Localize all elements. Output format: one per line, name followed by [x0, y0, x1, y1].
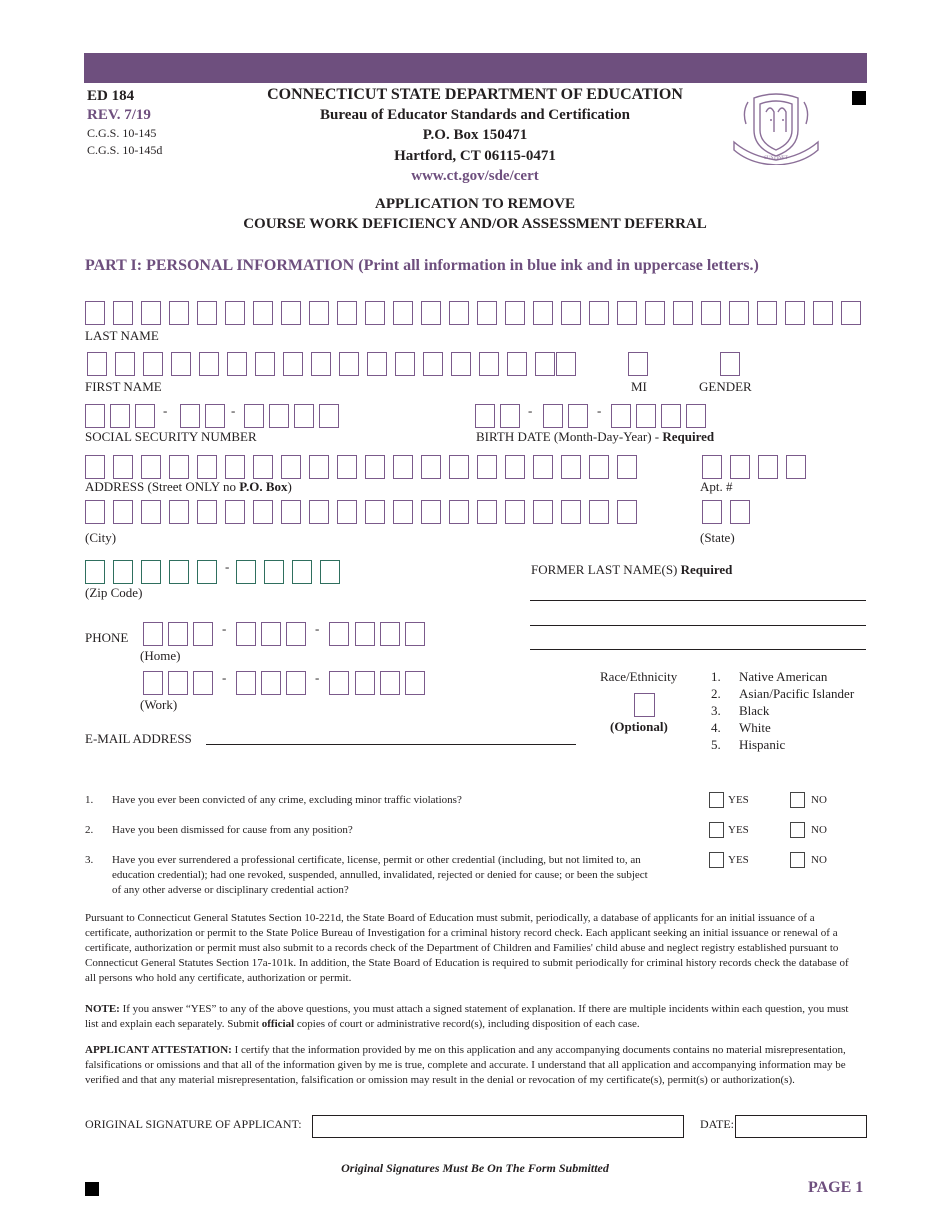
question-1-yes-checkbox[interactable] [709, 792, 724, 808]
state-char-box[interactable] [702, 500, 722, 524]
race-option [711, 737, 854, 754]
work-phone-label: (Work) [140, 697, 178, 712]
ssn-char-box[interactable] [269, 404, 289, 428]
work-phone-char-box[interactable] [355, 671, 375, 695]
home-phone-separator: - [315, 621, 320, 636]
ssn-char-box[interactable] [244, 404, 264, 428]
first-name-char-box[interactable] [171, 352, 191, 376]
apt-char-box[interactable] [758, 455, 778, 479]
first-name-label: FIRST NAME [85, 379, 162, 394]
address-label [85, 479, 292, 495]
address-char-box[interactable] [617, 455, 637, 479]
race-optional: (Optional) [610, 719, 668, 734]
state-label: (State) [700, 530, 735, 545]
last-name-char-box[interactable] [309, 301, 329, 325]
work-phone-char-box[interactable] [193, 671, 213, 695]
question-2-yes-checkbox[interactable] [709, 822, 724, 838]
city-char-box[interactable] [197, 500, 217, 524]
home-phone-separator: - [222, 621, 227, 636]
last-name-char-box[interactable] [785, 301, 805, 325]
gender-box[interactable] [720, 352, 740, 376]
ssn-char-box[interactable] [85, 404, 105, 428]
seal-motto: SUSTINET [764, 156, 788, 161]
first-name-char-box[interactable] [115, 352, 135, 376]
last-name-char-box[interactable] [141, 301, 161, 325]
zip-separator: - [225, 559, 230, 574]
race-option [711, 720, 854, 737]
statute-paragraph: Pursuant to Connecticut General Statutes Section 10-221d, the State Board of Education must submit, periodically, a database of applicants for an initial issuance of a certificate, authorization or permit to the State Police Bureau of Investigation for a criminal history record check. Each applicant seeking an initial issuance or renewal of a certificate, authorization or permit must also submit to a records check of the Department of Children and Families' child abuse and neglect registry established pursuant to Connecticut General Statutes Section 17a-101k. In addition, the State Board of Education is required to submit periodically for criminal history records check the database of all persons who hold any certificate, authorization or permit. [85, 912, 849, 984]
home-phone-char-box[interactable] [405, 622, 425, 646]
ssn-label: SOCIAL SECURITY NUMBER [85, 429, 257, 444]
city-char-box[interactable] [561, 500, 581, 524]
question-1-no-checkbox[interactable] [790, 792, 805, 808]
zip-char-box[interactable] [320, 560, 340, 584]
first-name-char-box[interactable] [535, 352, 555, 376]
address-char-box[interactable] [225, 455, 245, 479]
last-name-char-box[interactable] [365, 301, 385, 325]
work-phone-char-box[interactable] [286, 671, 306, 695]
city-label: (City) [85, 530, 117, 545]
address-label-end: ) [287, 479, 292, 494]
question-1-number: 1. [85, 794, 94, 806]
address-char-box[interactable] [533, 455, 553, 479]
form-id: ED 184 [87, 88, 135, 104]
first-name-char-box[interactable] [367, 352, 387, 376]
city-char-box[interactable] [141, 500, 161, 524]
question-2-text: Have you been dismissed for cause from any position? [112, 824, 353, 836]
birth-date-separator: - [528, 403, 533, 418]
question-1-yes-label: YES [728, 794, 749, 806]
last-name-char-box[interactable] [393, 301, 413, 325]
address-char-box[interactable] [365, 455, 385, 479]
city-char-box[interactable] [533, 500, 553, 524]
zip-char-box[interactable] [236, 560, 256, 584]
note-text-1: If you answer “YES” to any of the above questions, you must attach a signed statement of explanation. If there are multiple incidents within each question, you must list and explain each separately. Submit [85, 1003, 849, 1030]
note-official: official [261, 1018, 295, 1030]
question-3-yes-checkbox[interactable] [709, 852, 724, 868]
part1-heading: PART I: PERSONAL INFORMATION (Print all information in blue ink and in uppercase letters.) [85, 257, 759, 274]
phone-label: PHONE [85, 630, 129, 645]
home-phone-char-box[interactable] [286, 622, 306, 646]
last-name-char-box[interactable] [225, 301, 245, 325]
first-name-char-box[interactable] [87, 352, 107, 376]
work-phone-char-box[interactable] [168, 671, 188, 695]
home-phone-char-box[interactable] [236, 622, 256, 646]
work-phone-char-box[interactable] [261, 671, 281, 695]
last-name-char-box[interactable] [533, 301, 553, 325]
first-name-char-box[interactable] [423, 352, 443, 376]
question-2-no-checkbox[interactable] [790, 822, 805, 838]
attestation-paragraph [85, 1043, 860, 1088]
city-char-box[interactable] [421, 500, 441, 524]
header-band [84, 53, 867, 83]
question-3-no-checkbox[interactable] [790, 852, 805, 868]
zip-char-box[interactable] [141, 560, 161, 584]
last-name-char-box[interactable] [505, 301, 525, 325]
first-name-char-box[interactable] [479, 352, 499, 376]
race-option [711, 669, 854, 686]
ssn-char-box[interactable] [294, 404, 314, 428]
city-char-box[interactable] [337, 500, 357, 524]
address-char-box[interactable] [561, 455, 581, 479]
question-3-no-label: NO [811, 854, 827, 866]
former-last-name-line-2[interactable] [530, 625, 866, 626]
last-name-char-box[interactable] [197, 301, 217, 325]
note-label: NOTE: [85, 1003, 120, 1015]
city-char-box[interactable] [85, 500, 105, 524]
last-name-char-box[interactable] [841, 301, 861, 325]
city-char-box[interactable] [617, 500, 637, 524]
ssn-char-box[interactable] [180, 404, 200, 428]
city-char-box[interactable] [281, 500, 301, 524]
last-name-char-box[interactable] [645, 301, 665, 325]
work-phone-char-box[interactable] [236, 671, 256, 695]
question-2-no-label: NO [811, 824, 827, 836]
ssn-char-box[interactable] [205, 404, 225, 428]
race-option-label: Hispanic [739, 737, 786, 752]
address-char-box[interactable] [477, 455, 497, 479]
bureau-name: Bureau of Educator Standards and Certification [320, 107, 630, 123]
race-option [711, 686, 854, 703]
last-name-char-box[interactable] [813, 301, 833, 325]
question-1-no-label: NO [811, 794, 827, 806]
city-char-box[interactable] [505, 500, 525, 524]
race-option-label: White [739, 720, 771, 735]
attestation-label: APPLICANT ATTESTATION: [85, 1044, 232, 1056]
last-name-char-box[interactable] [561, 301, 581, 325]
city-char-box[interactable] [225, 500, 245, 524]
address-po-box: P.O. Box [239, 479, 288, 494]
race-option-label: Asian/Pacific Islander [739, 686, 855, 701]
question-3-text: Have you ever surrendered a professional certificate, license, permit or other credential (including, but not limited to, an education credential); had one revoked, suspended, annulled, invalidated, rejected or denied for cause; or been the subject of any other adverse or disciplinary credential action? [112, 854, 648, 896]
note-text-2: copies of court or administrative record(s), including disposition of each case. [294, 1018, 640, 1030]
apt-char-box[interactable] [786, 455, 806, 479]
former-last-name-label [531, 562, 732, 578]
last-name-char-box[interactable] [337, 301, 357, 325]
city-char-box[interactable] [393, 500, 413, 524]
address-char-box[interactable] [113, 455, 133, 479]
note-paragraph [85, 1002, 860, 1032]
question-3-yes-label: YES [728, 854, 749, 866]
work-phone-separator: - [222, 670, 227, 685]
race-option-num: 5. [711, 737, 721, 752]
attestation-text: I certify that the information provided by me on this application and any accompanying documents contains no material misrepresentation, falsifications or omissions and that all of the information given by me is true, complete and accurate. I understand that all application and accompanying information may be verified and that any material misrepresentation, falsification or omission may result in the denial or revocation of my certificate(s), permit(s) or authorization(s). [85, 1044, 846, 1086]
last-name-label: LAST NAME [85, 328, 159, 343]
race-option-num: 1. [711, 669, 721, 684]
state-seal-icon [730, 90, 822, 165]
former-last-name-line-3[interactable] [530, 649, 866, 650]
last-name-char-box[interactable] [477, 301, 497, 325]
form-title-line-1: APPLICATION TO REMOVE [374, 196, 576, 212]
city-char-box[interactable] [253, 500, 273, 524]
race-label: Race/Ethnicity [600, 669, 678, 684]
birth-date-separator: - [597, 403, 602, 418]
first-name-char-box[interactable] [143, 352, 163, 376]
po-box: P.O. Box 150471 [422, 127, 528, 143]
work-phone-separator: - [315, 670, 320, 685]
footer-note: Original Signatures Must Be On The Form Submitted [341, 1161, 609, 1175]
birth-date-char-box[interactable] [686, 404, 706, 428]
last-name-char-box[interactable] [617, 301, 637, 325]
city-char-box[interactable] [449, 500, 469, 524]
home-phone-label: (Home) [140, 648, 181, 663]
date-label: DATE: [700, 1117, 734, 1131]
zip-char-box[interactable] [85, 560, 105, 584]
ssn-separator: - [163, 403, 168, 418]
zip-label: (Zip Code) [85, 585, 143, 600]
address-label-text: ADDRESS (Street ONLY no [85, 479, 240, 494]
last-name-char-box[interactable] [757, 301, 777, 325]
home-phone-char-box[interactable] [143, 622, 163, 646]
race-option-label: Native American [739, 669, 828, 684]
city-char-box[interactable] [477, 500, 497, 524]
former-last-name-line-1[interactable] [530, 600, 866, 601]
race-options-list [711, 669, 854, 754]
last-name-char-box[interactable] [701, 301, 721, 325]
department-name: CONNECTICUT STATE DEPARTMENT OF EDUCATION [267, 86, 683, 103]
address-char-box[interactable] [281, 455, 301, 479]
question-3-number: 3. [85, 854, 94, 866]
cgs-ref-2: C.G.S. 10-145d [87, 143, 163, 157]
state-char-box[interactable] [730, 500, 750, 524]
work-phone-char-box[interactable] [329, 671, 349, 695]
zip-char-box[interactable] [113, 560, 133, 584]
last-name-char-box[interactable] [169, 301, 189, 325]
last-name-char-box[interactable] [589, 301, 609, 325]
first-name-char-box[interactable] [556, 352, 576, 376]
first-name-char-box[interactable] [395, 352, 415, 376]
gender-label: GENDER [699, 379, 752, 394]
race-option-num: 4. [711, 720, 721, 735]
birth-date-label-text: BIRTH DATE (Month-Day-Year) - [476, 429, 663, 444]
last-name-char-box[interactable] [421, 301, 441, 325]
question-2-number: 2. [85, 824, 94, 836]
zip-char-box[interactable] [169, 560, 189, 584]
birth-date-char-box[interactable] [475, 404, 495, 428]
home-phone-char-box[interactable] [329, 622, 349, 646]
birth-date-char-box[interactable] [636, 404, 656, 428]
address-char-box[interactable] [393, 455, 413, 479]
first-name-char-box[interactable] [255, 352, 275, 376]
first-name-char-box[interactable] [199, 352, 219, 376]
first-name-char-box[interactable] [283, 352, 303, 376]
work-phone-char-box[interactable] [143, 671, 163, 695]
home-phone-char-box[interactable] [261, 622, 281, 646]
first-name-char-box[interactable] [507, 352, 527, 376]
cgs-ref-1: C.G.S. 10-145 [87, 126, 157, 140]
race-option-num: 3. [711, 703, 721, 718]
home-phone-char-box[interactable] [380, 622, 400, 646]
zip-char-box[interactable] [197, 560, 217, 584]
first-name-char-box[interactable] [339, 352, 359, 376]
birth-date-required: Required [662, 429, 715, 444]
work-phone-char-box[interactable] [380, 671, 400, 695]
apt-label: Apt. # [700, 479, 733, 494]
address-char-box[interactable] [169, 455, 189, 479]
address-char-box[interactable] [449, 455, 469, 479]
first-name-char-box[interactable] [451, 352, 471, 376]
race-box[interactable] [634, 693, 655, 717]
home-phone-char-box[interactable] [193, 622, 213, 646]
home-phone-char-box[interactable] [355, 622, 375, 646]
middle-initial-box[interactable] [628, 352, 648, 376]
address-char-box[interactable] [589, 455, 609, 479]
last-name-char-box[interactable] [85, 301, 105, 325]
last-name-char-box[interactable] [729, 301, 749, 325]
birth-date-char-box[interactable] [568, 404, 588, 428]
home-phone-char-box[interactable] [168, 622, 188, 646]
page-number: PAGE 1 [808, 1179, 864, 1196]
date-field[interactable] [735, 1115, 867, 1138]
question-1-text: Have you ever been convicted of any crime, excluding minor traffic violations? [112, 794, 462, 806]
birth-date-label [476, 429, 714, 445]
address-char-box[interactable] [505, 455, 525, 479]
race-option [711, 703, 854, 720]
ssn-char-box[interactable] [319, 404, 339, 428]
city-char-box[interactable] [309, 500, 329, 524]
signature-label: ORIGINAL SIGNATURE OF APPLICANT: [85, 1117, 302, 1131]
ssn-char-box[interactable] [135, 404, 155, 428]
last-name-char-box[interactable] [673, 301, 693, 325]
ssn-char-box[interactable] [110, 404, 130, 428]
city-address: Hartford, CT 06115-0471 [394, 148, 556, 164]
email-label: E-MAIL ADDRESS [85, 731, 192, 746]
city-char-box[interactable] [169, 500, 189, 524]
last-name-char-box[interactable] [113, 301, 133, 325]
birth-date-char-box[interactable] [661, 404, 681, 428]
question-2-yes-label: YES [728, 824, 749, 836]
city-char-box[interactable] [589, 500, 609, 524]
website-link[interactable]: www.ct.gov/sde/cert [411, 168, 539, 184]
address-char-box[interactable] [309, 455, 329, 479]
zip-char-box[interactable] [264, 560, 284, 584]
last-name-char-box[interactable] [449, 301, 469, 325]
birth-date-char-box[interactable] [543, 404, 563, 428]
registration-mark-bottom [85, 1182, 99, 1196]
last-name-char-box[interactable] [253, 301, 273, 325]
mi-label: MI [631, 379, 647, 394]
ssn-separator: - [231, 403, 236, 418]
first-name-char-box[interactable] [311, 352, 331, 376]
apt-char-box[interactable] [702, 455, 722, 479]
race-option-label: Black [739, 703, 770, 718]
work-phone-char-box[interactable] [405, 671, 425, 695]
address-char-box[interactable] [253, 455, 273, 479]
revision: REV. 7/19 [87, 107, 151, 123]
address-char-box[interactable] [85, 455, 105, 479]
former-last-name-required: Required [680, 562, 733, 577]
address-char-box[interactable] [421, 455, 441, 479]
signature-field[interactable] [312, 1115, 684, 1138]
apt-char-box[interactable] [730, 455, 750, 479]
last-name-char-box[interactable] [281, 301, 301, 325]
form-title-line-2: COURSE WORK DEFICIENCY AND/OR ASSESSMENT DEFERRAL [243, 216, 707, 232]
registration-mark-top [852, 91, 866, 105]
city-char-box[interactable] [113, 500, 133, 524]
city-char-box[interactable] [365, 500, 385, 524]
birth-date-char-box[interactable] [500, 404, 520, 428]
zip-char-box[interactable] [292, 560, 312, 584]
address-char-box[interactable] [197, 455, 217, 479]
address-char-box[interactable] [141, 455, 161, 479]
race-option-num: 2. [711, 686, 721, 701]
email-input-line[interactable] [206, 744, 576, 745]
address-char-box[interactable] [337, 455, 357, 479]
birth-date-char-box[interactable] [611, 404, 631, 428]
former-last-name-text: FORMER LAST NAME(S) [531, 562, 681, 577]
first-name-char-box[interactable] [227, 352, 247, 376]
